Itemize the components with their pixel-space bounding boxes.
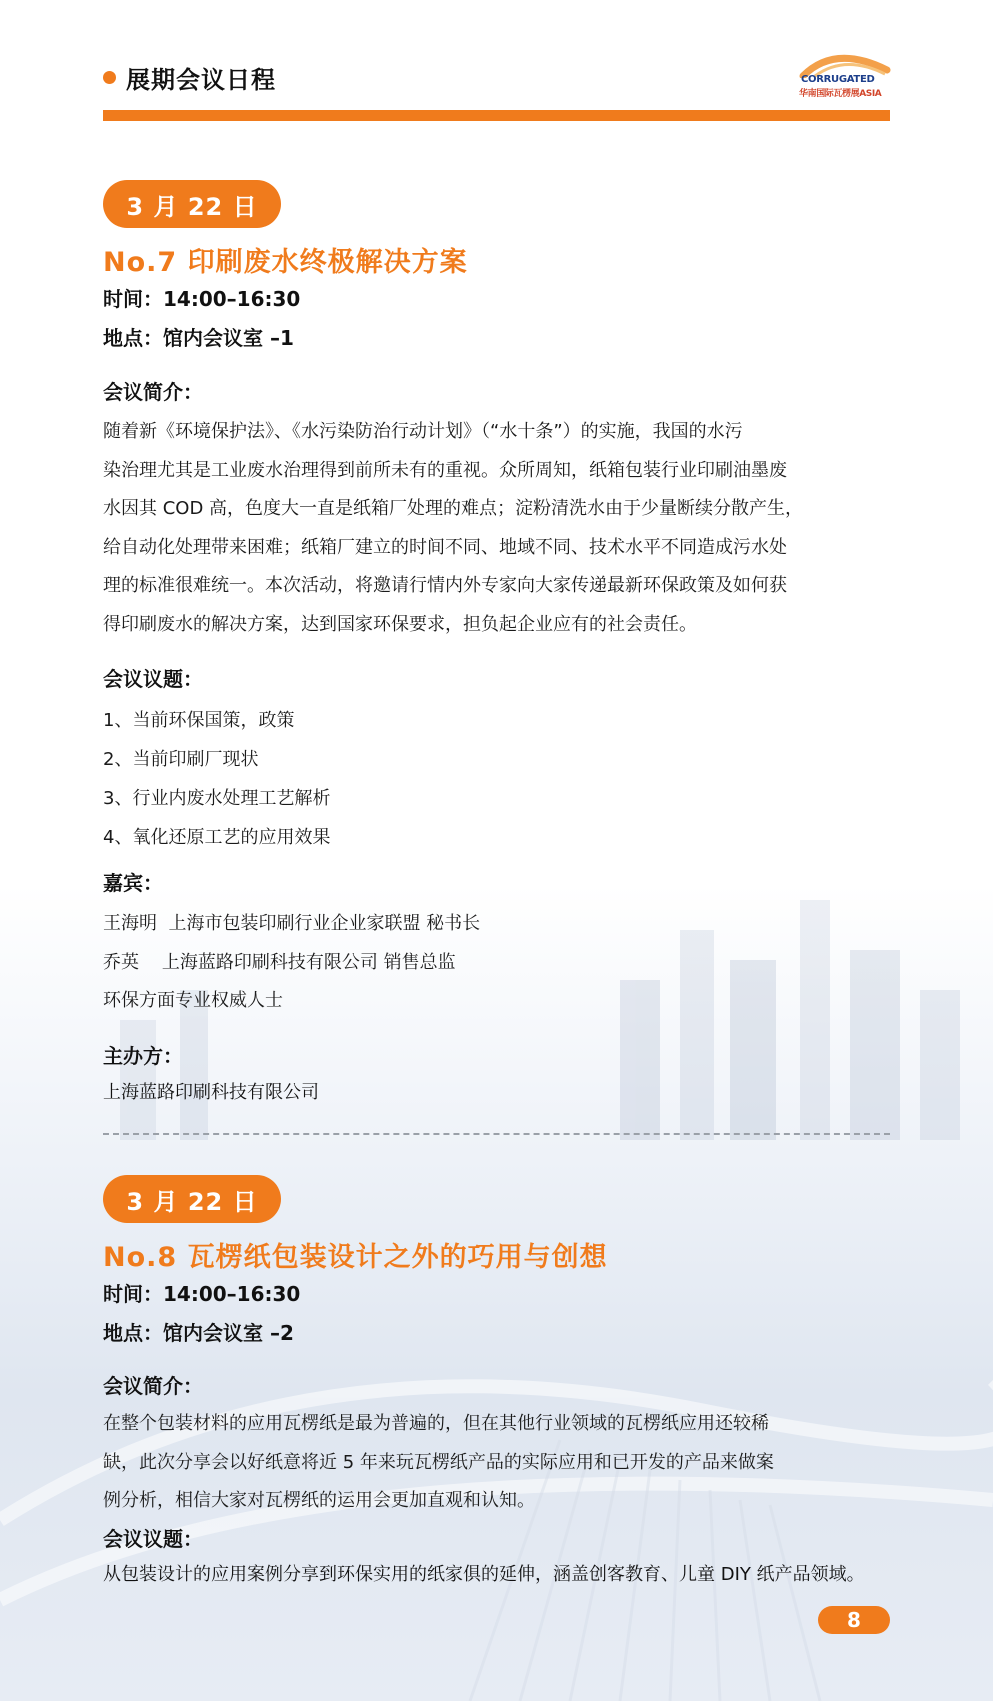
intro-line: 理的标准很难统一。本次活动，将邀请行情内外专家向大家传递最新环保政策及如何获 <box>103 575 787 596</box>
list-item: 环保方面专业权威人士 <box>103 990 283 1011</box>
topics-heading: 会议议题： <box>103 1527 203 1551</box>
bullet-dot-icon <box>103 71 116 84</box>
intro-heading: 会议简介： <box>103 1374 203 1398</box>
intro-line: 随着新《环境保护法》、《水污染防治行动计划》（“水十条”）的实施，我国的水污 <box>103 421 743 442</box>
intro-line: 水因其 COD 高，色度大一直是纸箱厂处理的难点；淀粉清洗水由于少量断续分散产生， <box>103 498 804 519</box>
topics-heading: 会议议题： <box>103 667 203 691</box>
session-time: 时间：14:00–16:30 <box>103 1282 301 1306</box>
logo-text-english: CORRUGATED <box>801 74 875 85</box>
page-number: 8 <box>818 1606 890 1634</box>
intro-line: 在整个包装材料的应用瓦楞纸是最为普遍的，但在其他行业领域的瓦楞纸应用还较稀 <box>103 1413 769 1434</box>
page-title: 展期会议日程 <box>126 66 276 94</box>
intro-line: 得印刷废水的解决方案，达到国家环保要求，担负起企业应有的社会责任。 <box>103 613 697 635</box>
logo-text-chinese: 华南国际瓦楞展ASIA <box>799 89 882 99</box>
page-header <box>103 60 276 95</box>
topics-list <box>103 701 330 857</box>
intro-heading: 会议简介： <box>103 380 203 404</box>
intro-line: 例分析，相信大家对瓦楞纸的运用会更加直观和认知。 <box>103 1490 535 1511</box>
guests-list <box>103 905 480 1021</box>
session-title: No.7 印刷废水终极解决方案 <box>103 247 468 278</box>
session-date-badge: 3 月 22 日 <box>103 180 281 228</box>
organizer-heading: 主办方： <box>103 1044 183 1068</box>
intro-line: 给自动化处理带来困难；纸箱厂建立的时间不同、地域不同、技术水平不同造成污水处 <box>103 536 787 558</box>
session-time: 时间：14:00–16:30 <box>103 287 301 311</box>
intro-line: 染治理尤其是工业废水治理得到前所未有的重视。众所周知，纸箱包装行业印刷油墨废 <box>103 459 787 481</box>
list-item: 乔英 上海蓝路印刷科技有限公司 销售总监 <box>103 951 456 973</box>
guests-heading: 嘉宾： <box>103 871 163 895</box>
session-venue: 地点：馆内会议室 –2 <box>103 1321 294 1345</box>
list-item: 4、氧化还原工艺的应用效果 <box>103 827 331 848</box>
header-divider <box>103 110 890 121</box>
list-item: 1、当前环保国策，政策 <box>103 710 295 731</box>
intro-line: 缺，此次分享会以好纸意将近 5 年来玩瓦楞纸产品的实际应用和已开发的产品来做案 <box>103 1451 774 1473</box>
session-date-badge: 3 月 22 日 <box>103 1175 281 1223</box>
list-item: 2、当前印刷厂现状 <box>103 749 259 770</box>
session-venue: 地点：馆内会议室 –1 <box>103 326 294 350</box>
list-item: 3、行业内废水处理工艺解析 <box>103 788 331 809</box>
intro-paragraph <box>103 1405 893 1521</box>
organizer-name: 上海蓝路印刷科技有限公司 <box>103 1082 319 1103</box>
exhibition-logo <box>795 48 891 104</box>
section-divider <box>103 1133 890 1135</box>
session-title: No.8 瓦楞纸包装设计之外的巧用与创想 <box>103 1242 608 1273</box>
list-item: 王海明 上海市包装印刷行业企业家联盟 秘书长 <box>103 913 481 934</box>
intro-paragraph <box>103 413 893 644</box>
topics-text: 从包装设计的应用案例分享到环保实用的纸家俱的延伸，涵盖创客教育、儿童 DIY 纸产品领域。 <box>103 1564 865 1585</box>
